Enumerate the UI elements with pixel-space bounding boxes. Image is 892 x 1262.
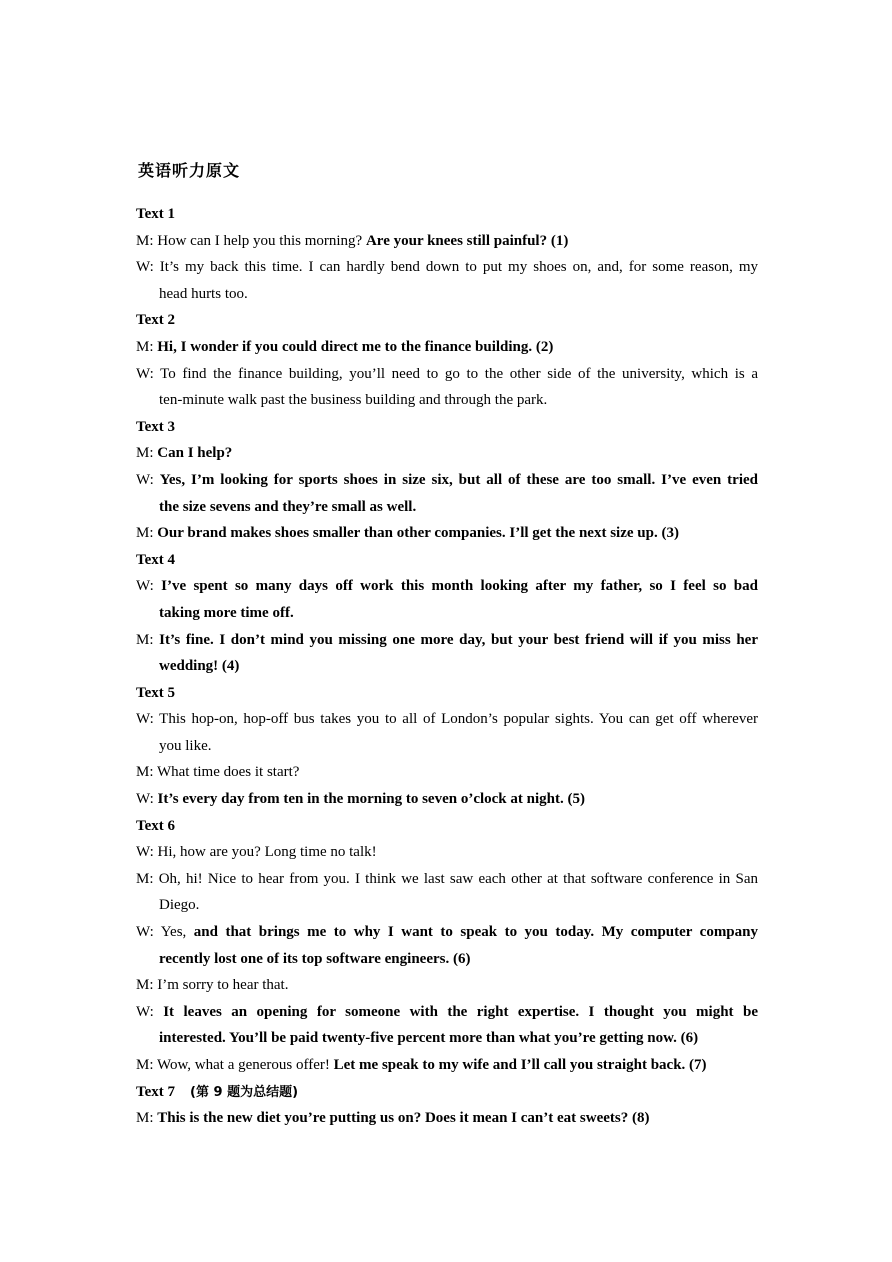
dialogue-line (136, 361, 758, 388)
text-segment: M: How can I help you this morning? (136, 232, 366, 249)
text-segment: W: (136, 578, 162, 595)
bold-text: interested. You’ll be paid twenty-five percent more than what you’re getting now. (6) (159, 1030, 699, 1047)
section-heading (136, 1079, 758, 1106)
bold-text: Let me speak to my wife and I’ll call you straight back. (7) (333, 1057, 707, 1073)
continuation-line (136, 653, 758, 680)
bold-text: It’s every day from ten in the morning to seven o’clock at night. (5) (157, 791, 585, 808)
section-heading (136, 547, 758, 574)
bold-text: Are your knees still painful? (1) (365, 232, 569, 249)
text-segment: W: (136, 791, 158, 808)
dialogue-line (136, 786, 758, 813)
bold-text: Can I help? (157, 445, 233, 462)
bold-text: wedding! (4) (159, 658, 240, 675)
dialogue-line (136, 919, 758, 946)
bold-text: Text 3 (136, 418, 176, 435)
dialogue-line (136, 467, 758, 494)
dialogue-line (136, 866, 758, 893)
bold-text: taking more time off. (159, 604, 294, 621)
text-segment: M: (136, 338, 158, 355)
text-segment: W: Yes, (136, 924, 194, 941)
dialogue-line (136, 573, 758, 600)
text-segment: W: Hi, how are you? Long time no talk! (136, 844, 377, 861)
dialogue-line (136, 839, 758, 866)
bold-text: Our brand makes shoes smaller than other companies. I’ll get the next size up. (3) (157, 525, 679, 542)
continuation-line (136, 281, 758, 308)
continuation-line (136, 1025, 758, 1052)
dialogue-line (136, 999, 758, 1026)
section-heading (136, 414, 758, 441)
section-heading (136, 680, 758, 707)
text-segment: ten-minute walk past the business building and through the park. (159, 392, 548, 409)
bold-text: Text 7 (136, 1083, 176, 1100)
bold-text: Text 6 (136, 817, 176, 834)
text-segment: M: (136, 631, 160, 648)
bold-text: the size sevens and they’re small as well. (159, 498, 417, 515)
text-segment: head hurts too. (159, 285, 248, 302)
bold-text: Text 2 (136, 312, 176, 329)
section-heading (136, 307, 758, 334)
bold-text: (第 9 题为总结题) (190, 1084, 299, 1100)
bold-text: It’s fine. I don’t mind you missing one more day, but your best friend will if you miss her (159, 631, 758, 648)
bold-text: Text 4 (136, 551, 176, 568)
text-segment: M: What time does it start? (136, 764, 300, 781)
transcript-body (136, 201, 758, 1132)
page-title: 英语听力原文 (138, 161, 241, 180)
continuation-line (136, 892, 758, 919)
bold-text: Text 5 (136, 684, 176, 701)
dialogue-line (136, 706, 758, 733)
continuation-line (136, 494, 758, 521)
bold-text: and that brings me to why I want to speak to you today. My computer company (193, 924, 758, 941)
bold-text: recently lost one of its top software engineers. (6) (159, 950, 471, 967)
dialogue-line (136, 440, 758, 467)
dialogue-line (136, 1105, 758, 1132)
dialogue-line (136, 972, 758, 999)
text-segment: M: Oh, hi! Nice to hear from you. I think we last saw each other at that software conference in San (136, 870, 758, 887)
bold-text: I’ve spent so many days off work this month looking after my father, so I feel so bad (161, 578, 758, 595)
bold-text: Yes, I’m looking for sports shoes in size six, but all of these are too small. I’ve even tried (159, 471, 758, 488)
dialogue-line (136, 759, 758, 786)
text-segment: W: It’s my back this time. I can hardly bend down to put my shoes on, and, for some reason, my (136, 259, 758, 276)
bold-text: Text 1 (136, 206, 176, 222)
text-segment: M: I’m sorry to hear that. (136, 977, 289, 994)
text-segment: W: To find the finance building, you’ll need to go to the other side of the university, which is a (136, 365, 758, 382)
dialogue-line (136, 254, 758, 281)
dialogue-line (136, 228, 758, 255)
continuation-line (136, 946, 758, 973)
text-segment: M: (136, 445, 158, 462)
dialogue-line (136, 334, 758, 361)
continuation-line (136, 733, 758, 760)
text-segment: M: (136, 525, 158, 542)
text-segment: you like. (159, 737, 212, 754)
dialogue-line (136, 627, 758, 654)
dialogue-line (136, 520, 758, 547)
bold-text: This is the new diet you’re putting us on? Does it mean I can’t eat sweets? (8) (157, 1110, 650, 1127)
text-segment: W: (136, 471, 160, 488)
continuation-line (136, 387, 758, 414)
text-segment: W: This hop-on, hop-off bus takes you to all of London’s popular sights. You can get off wherever (136, 711, 758, 728)
section-heading (136, 201, 758, 228)
dialogue-line (136, 1052, 758, 1079)
text-segment: W: (136, 1003, 164, 1020)
bold-text: It leaves an opening for someone with the right expertise. I thought you might be (163, 1003, 758, 1020)
continuation-line (136, 600, 758, 627)
section-heading (136, 813, 758, 840)
text-segment (175, 1084, 190, 1100)
text-segment: M: Wow, what a generous offer! (136, 1057, 334, 1073)
bold-text: Hi, I wonder if you could direct me to the finance building. (2) (157, 338, 554, 355)
text-segment: M: (136, 1110, 158, 1127)
text-segment: Diego. (159, 897, 200, 914)
